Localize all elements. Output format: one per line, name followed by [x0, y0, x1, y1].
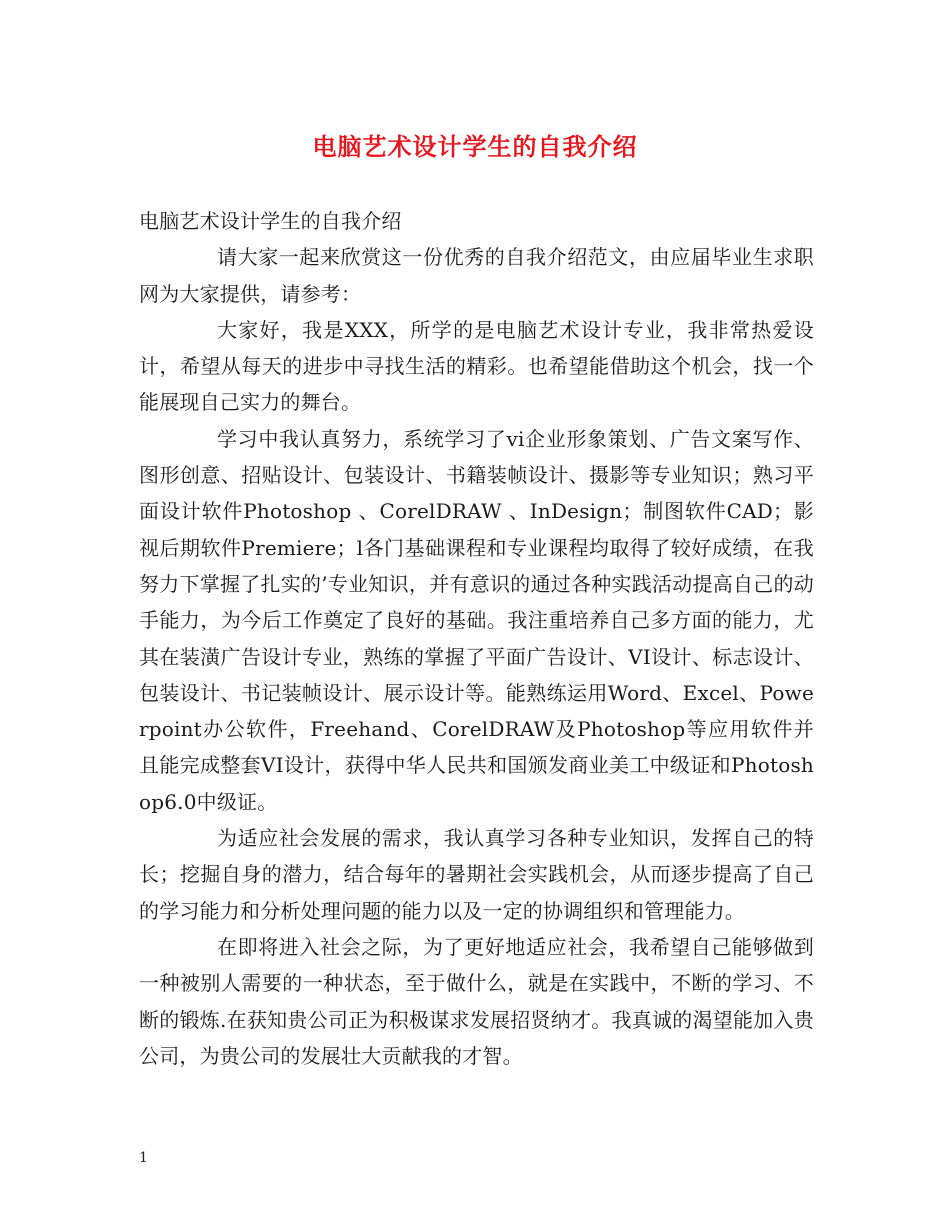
document-title: 电脑艺术设计学生的自我介绍	[312, 133, 638, 161]
intro-paragraph: 请大家一起来欣赏这一份优秀的自我介绍范文，由应届毕业生求职网为大家提供，请参考：	[139, 245, 814, 306]
subtitle-paragraph: 电脑艺术设计学生的自我介绍	[139, 209, 402, 233]
development-paragraph: 为适应社会发展的需求，我认真学习各种专业知识，发挥自己的特长；挖掘自身的潜力，结合每年的暑期社会实践机会，从而逐步提高了自己的学习能力和分析处理问题的能力以及一定的协调组织和管理能力。	[139, 826, 814, 923]
page-number: 1	[139, 1150, 148, 1166]
document-body	[139, 203, 814, 1074]
greeting-paragraph: 大家好，我是XXX，所学的是电脑艺术设计专业，我非常热爱设计，希望从每天的进步中寻找生活的精彩。也希望能借助这个机会，找一个能展现自己实力的舞台。	[139, 317, 814, 415]
study-paragraph: 学习中我认真努力，系统学习了vi企业形象策划、广告文案写作、图形创意、招贴设计、包装设计、书籍装帧设计、摄影等专业知识；熟习平面设计软件Photoshop 、CorelDRAW 、InDesign；制图软件CAD；影视后期软件Premiere；l各门基础课程和专业课程均取得了较好成绩，在我努力下掌握了扎实的’专业知识，并有意识的通过各种实践活动提高自己的动手能力，为今后工作奠定了良好的基础。我注重培养自己多方面的能力，尤其在装潢广告设计专业，熟练的掌握了平面广告设计、VI设计、标志设计、包装设计、书记装帧设计、展示设计等。能熟练运用Word、Excel、Powerpoint办公软件，Freehand、CorelDRAW及Photoshop等应用软件并且能完成整套VI设计，获得中华人民共和国颁发商业美工中级证和Photoshop6.0中级证。	[139, 426, 814, 814]
closing-paragraph: 在即将进入社会之际，为了更好地适应社会，我希望自己能够做到一种被别人需要的一种状态，至于做什么，就是在实践中，不断的学习、不断的锻炼.在获知贵公司正为积极谋求发展招贤纳才。我真诚的渴望能加入贵公司，为贵公司的发展壮大贡献我的才智。	[139, 934, 814, 1068]
